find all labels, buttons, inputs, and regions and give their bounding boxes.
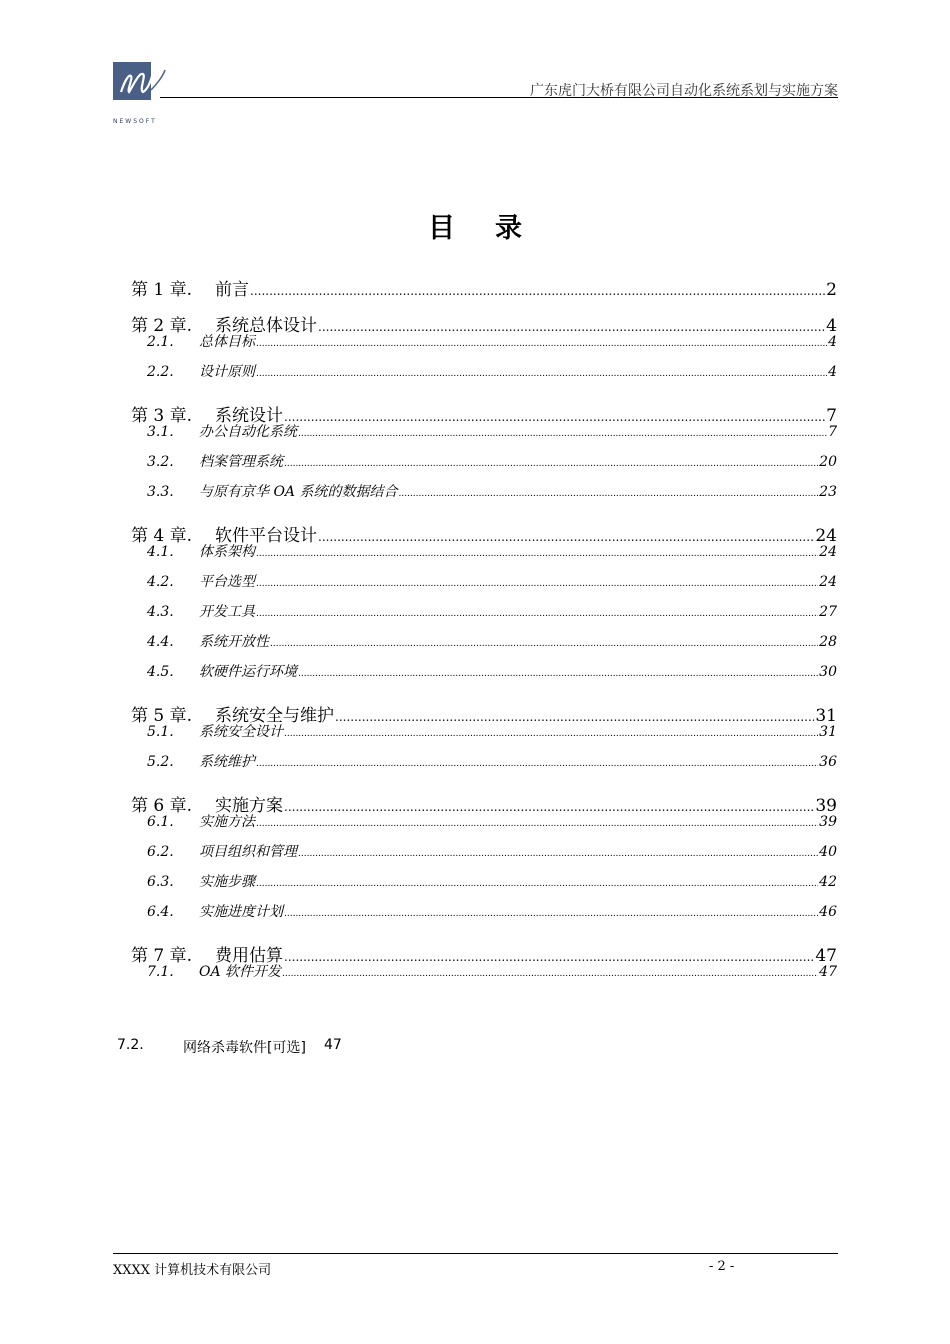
section-title: 平台选型 <box>199 574 255 590</box>
page-title <box>0 206 950 245</box>
section-number: 6.1. <box>147 814 174 830</box>
toc-entry-title: 网络杀毒软件[可选] <box>183 1040 306 1056</box>
chapter-title: 实施方案 <box>215 796 283 816</box>
toc-entry-number: 7.2. <box>117 1037 144 1053</box>
section-page-number: 36 <box>819 754 837 770</box>
toc-section-entry[interactable] <box>131 961 837 991</box>
section-number: 3.2. <box>147 454 174 470</box>
section-page-number: 47 <box>819 964 837 980</box>
toc-entry-plain[interactable] <box>117 1037 342 1057</box>
section-page-number: 28 <box>819 634 837 650</box>
section-number: 5.1. <box>147 724 174 740</box>
chapter-page-number: 24 <box>815 526 837 546</box>
section-title: 实施进度计划 <box>199 904 283 920</box>
section-title: OA 软件开发 <box>199 964 282 980</box>
footer-page-number: - 2 - <box>709 1259 735 1274</box>
chapter-title: 费用估算 <box>215 946 283 966</box>
chapter-number: 第 4 章. <box>131 526 193 546</box>
section-page-number: 4 <box>828 364 837 380</box>
footer-divider <box>113 1253 838 1254</box>
toc-entry-page: 47 <box>323 1037 342 1053</box>
section-number: 4.4. <box>147 634 174 650</box>
section-number: 5.2. <box>147 754 174 770</box>
company-logo <box>113 62 168 127</box>
section-title: 项目组织和管理 <box>199 844 297 860</box>
chapter-page-number: 47 <box>815 946 837 966</box>
dot-leader <box>282 964 818 980</box>
toc-section-entry[interactable] <box>131 451 837 481</box>
dot-leader <box>256 574 818 590</box>
section-page-number: 30 <box>819 664 837 680</box>
toc-section-entry[interactable] <box>131 361 837 391</box>
section-number: 3.1. <box>147 424 174 440</box>
dot-leader <box>298 844 818 860</box>
table-of-contents <box>131 275 837 991</box>
toc-section-entry[interactable] <box>131 841 837 871</box>
dot-leader <box>284 904 818 920</box>
dot-leader <box>284 796 814 816</box>
section-number: 2.2. <box>147 364 174 380</box>
dot-leader <box>250 280 825 300</box>
logo-text: NEWSOFT <box>113 118 157 125</box>
dot-leader <box>256 364 827 380</box>
section-title: 体系架构 <box>199 544 255 560</box>
dot-leader <box>298 664 818 680</box>
chapter-number: 第 5 章. <box>131 706 193 726</box>
section-number: 4.1. <box>147 544 174 560</box>
dot-leader <box>399 484 819 500</box>
dot-leader <box>284 406 825 426</box>
chapter-number: 第 1 章. <box>131 280 193 300</box>
section-title: 设计原则 <box>199 364 255 380</box>
section-title: 与原有京华 OA 系统的数据结合 <box>199 484 398 500</box>
section-title: 系统安全设计 <box>199 724 283 740</box>
section-title: 实施步骤 <box>199 874 255 890</box>
toc-section-entry[interactable] <box>131 331 837 361</box>
section-page-number: 24 <box>819 544 837 560</box>
toc-chapter-entry[interactable] <box>131 275 837 301</box>
section-page-number: 39 <box>819 814 837 830</box>
chapter-title: 系统安全与维护 <box>215 706 334 726</box>
dot-leader <box>256 874 818 890</box>
toc-section-entry[interactable] <box>131 541 837 571</box>
chapter-number: 第 6 章. <box>131 796 193 816</box>
chapter-page-number: 7 <box>826 406 837 426</box>
dot-leader <box>270 634 818 650</box>
dot-leader <box>256 754 818 770</box>
chapter-title: 系统设计 <box>215 406 283 426</box>
chapter-page-number: 4 <box>826 316 837 336</box>
section-page-number: 23 <box>819 484 837 500</box>
toc-section-entry[interactable] <box>131 811 837 841</box>
section-title: 系统维护 <box>199 754 255 770</box>
chapter-title: 前言 <box>215 280 249 300</box>
dot-leader <box>318 526 814 546</box>
section-number: 4.5. <box>147 664 174 680</box>
logo-mark <box>113 62 151 100</box>
chapter-number: 第 7 章. <box>131 946 193 966</box>
toc-section-entry[interactable] <box>131 871 837 901</box>
dot-leader <box>284 454 818 470</box>
toc-section-entry[interactable] <box>131 601 837 631</box>
toc-section-entry[interactable] <box>131 901 837 931</box>
section-title: 系统开放性 <box>199 634 269 650</box>
chapter-title: 软件平台设计 <box>215 526 317 546</box>
section-page-number: 27 <box>819 604 837 620</box>
toc-section-entry[interactable] <box>131 661 837 691</box>
section-number: 6.2. <box>147 844 174 860</box>
section-title: 开发工具 <box>199 604 255 620</box>
section-title: 软硬件运行环境 <box>199 664 297 680</box>
dot-leader <box>256 604 818 620</box>
dot-leader <box>256 334 827 350</box>
section-page-number: 31 <box>819 724 837 740</box>
chapter-page-number: 39 <box>815 796 837 816</box>
section-page-number: 42 <box>819 874 837 890</box>
section-number: 4.2. <box>147 574 174 590</box>
chapter-number: 第 2 章. <box>131 316 193 336</box>
section-page-number: 40 <box>819 844 837 860</box>
section-page-number: 7 <box>828 424 837 440</box>
section-number: 3.3. <box>147 484 174 500</box>
section-page-number: 46 <box>819 904 837 920</box>
section-number: 6.3. <box>147 874 174 890</box>
toc-section-entry[interactable] <box>131 751 837 781</box>
toc-section-entry[interactable] <box>131 571 837 601</box>
section-page-number: 20 <box>819 454 837 470</box>
header-divider <box>160 97 838 98</box>
section-title: 总体目标 <box>199 334 255 350</box>
dot-leader <box>335 706 814 726</box>
toc-section-entry[interactable] <box>131 721 837 751</box>
title-char-2: 录 <box>495 213 522 244</box>
dot-leader <box>318 316 825 336</box>
toc-section-entry[interactable] <box>131 631 837 661</box>
section-number: 2.1. <box>147 334 174 350</box>
section-number: 6.4. <box>147 904 174 920</box>
header-title: 广东虎门大桥有限公司自动化系统系划与实施方案 <box>530 83 838 99</box>
title-char-1: 目 <box>428 213 455 244</box>
section-title: 办公自动化系统 <box>199 424 297 440</box>
dot-leader <box>284 724 818 740</box>
dot-leader <box>256 814 818 830</box>
section-number: 7.1. <box>147 964 174 980</box>
section-page-number: 24 <box>819 574 837 590</box>
section-page-number: 4 <box>828 334 837 350</box>
section-title: 档案管理系统 <box>199 454 283 470</box>
footer-company: XXXX 计算机技术有限公司 <box>113 1263 272 1278</box>
chapter-page-number: 31 <box>815 706 837 726</box>
section-title: 实施方法 <box>199 814 255 830</box>
chapter-title: 系统总体设计 <box>215 316 317 336</box>
toc-section-entry[interactable] <box>131 481 837 511</box>
dot-leader <box>284 946 814 966</box>
chapter-page-number: 2 <box>826 280 837 300</box>
dot-leader <box>298 424 827 440</box>
section-number: 4.3. <box>147 604 174 620</box>
toc-section-entry[interactable] <box>131 421 837 451</box>
dot-leader <box>256 544 818 560</box>
chapter-number: 第 3 章. <box>131 406 193 426</box>
